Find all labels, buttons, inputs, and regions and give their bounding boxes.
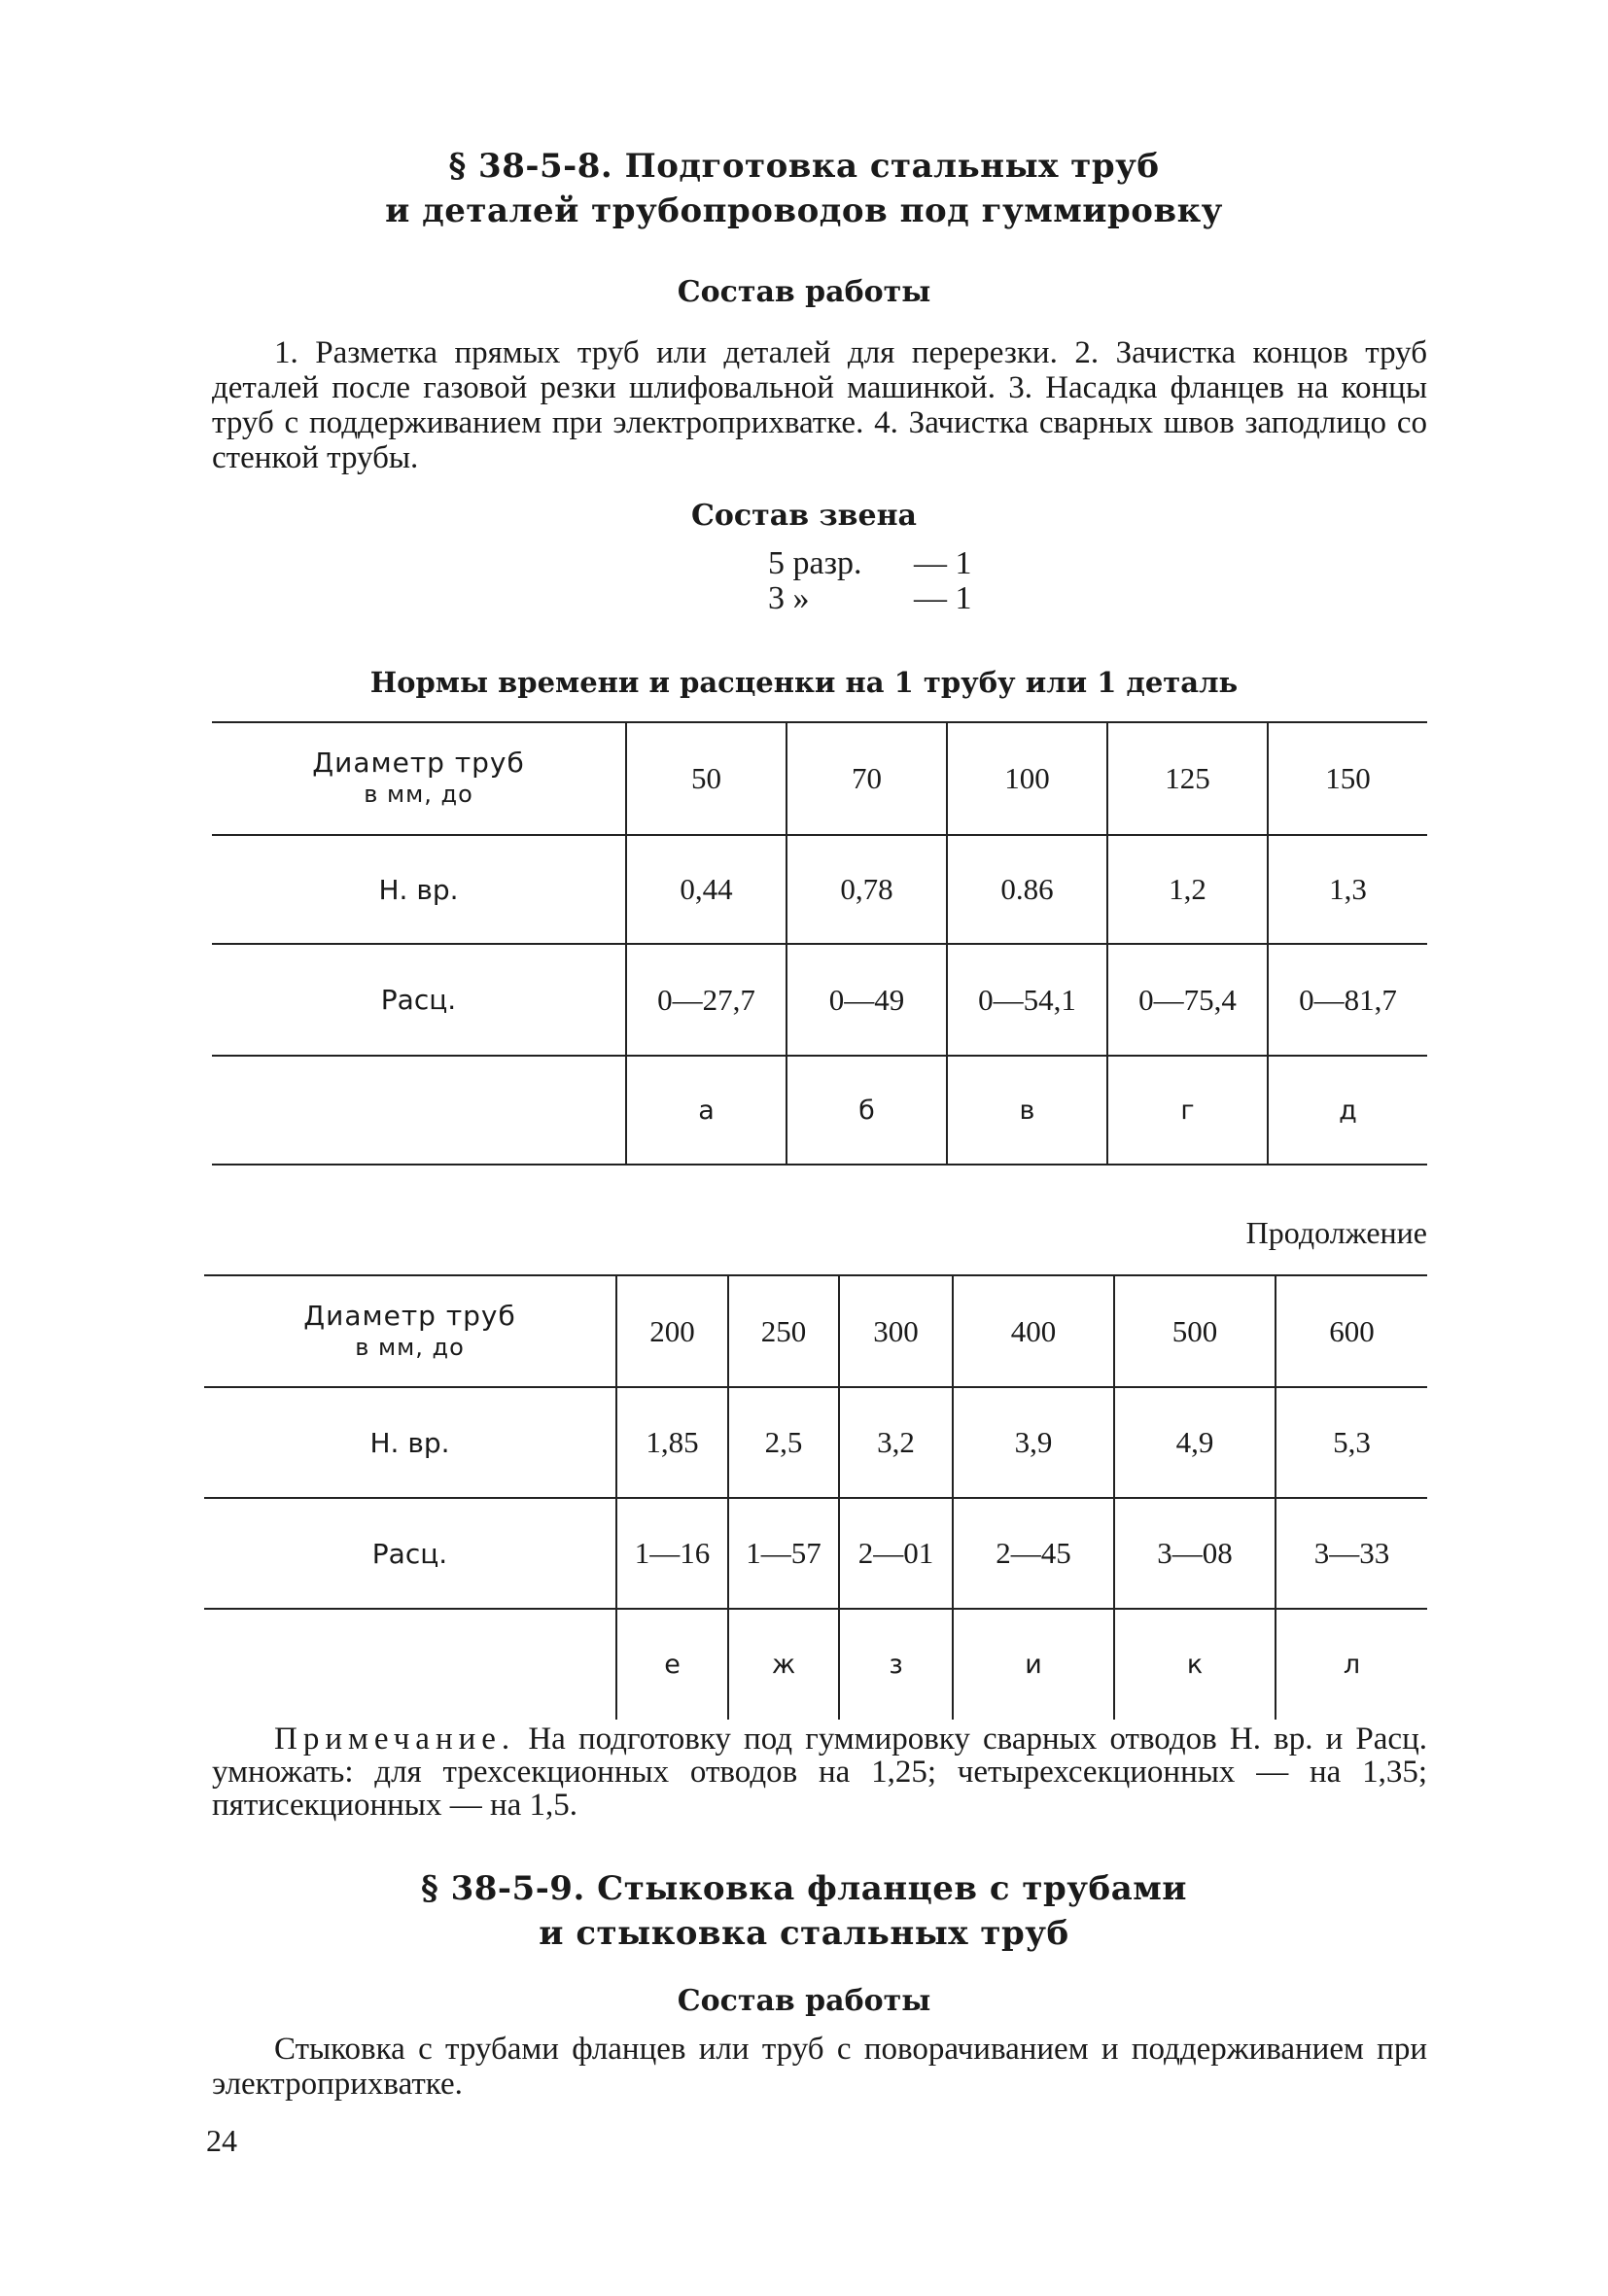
- diameter-cell: 100: [947, 722, 1107, 835]
- letter-cell: б: [787, 1056, 947, 1165]
- letter-cell: л: [1276, 1609, 1427, 1720]
- diameter-cell: 200: [616, 1275, 728, 1387]
- rate-cell: 1—16: [616, 1498, 728, 1609]
- letter-cell: е: [616, 1609, 728, 1720]
- diameter-cell: 600: [1276, 1275, 1427, 1387]
- letter-cell: д: [1268, 1056, 1427, 1165]
- diameter-header-line2: в мм, до: [355, 1333, 465, 1361]
- diameter-header-line1: Диаметр труб: [312, 747, 525, 779]
- table-row-diameters: [204, 1275, 1427, 1387]
- diameter-header-cell: [212, 722, 626, 835]
- rate-cell: 2—01: [839, 1498, 953, 1609]
- table-row-norms: [204, 1387, 1427, 1498]
- diameter-header-line1: Диаметр труб: [303, 1299, 516, 1332]
- crew-row: [768, 546, 1001, 581]
- continuation-label: Продолжение: [1245, 1215, 1427, 1250]
- table-row-rates: [212, 944, 1427, 1056]
- rate-cell: 2—45: [953, 1498, 1114, 1609]
- diameter-cell: 70: [787, 722, 947, 835]
- rate-cell: 3—08: [1114, 1498, 1276, 1609]
- norm-label-cell: Н. вр.: [204, 1387, 616, 1498]
- table-row-diameters: [212, 722, 1427, 835]
- section-heading-38-5-8: [0, 144, 1608, 233]
- table-row-norms: [212, 835, 1427, 944]
- work-composition-text: 1. Разметка прямых труб или деталей для перерезки. 2. Зачистка концов труб деталей после газовой резки шлифовальной машинкой. 3. Насадка фланцев на концы труб с поддерживанием при электроприхватке. 4. Зачистка сварных швов заподлицо со стенкой трубы.: [212, 335, 1427, 475]
- norm-cell: 4,9: [1114, 1387, 1276, 1498]
- rate-cell: 0—81,7: [1268, 944, 1427, 1056]
- work-composition-text: Стыковка с трубами фланцев или труб с поворачиванием и поддерживанием при электроприхватке.: [212, 2032, 1427, 2102]
- table-note: [212, 1722, 1427, 1822]
- section-heading-line2: и стыковка стальных труб: [539, 1914, 1069, 1953]
- crew-composition-title: Состав звена: [691, 499, 917, 533]
- norm-cell: 0,44: [626, 835, 787, 944]
- crew-list: [768, 546, 1001, 616]
- norm-cell: 1,2: [1107, 835, 1268, 944]
- norm-cell: 0,78: [787, 835, 947, 944]
- rate-cell: 0—54,1: [947, 944, 1107, 1056]
- table-row-letters: [212, 1056, 1427, 1165]
- norm-cell: 1,85: [616, 1387, 728, 1498]
- rate-label-cell: Расц.: [212, 944, 626, 1056]
- diameter-cell: 50: [626, 722, 787, 835]
- crew-row: [768, 581, 1001, 616]
- letter-cell: и: [953, 1609, 1114, 1720]
- diameter-header-line2: в мм, до: [364, 781, 473, 808]
- letter-cell: к: [1114, 1609, 1276, 1720]
- norms-table-2: [204, 1274, 1427, 1720]
- note-lead: Примечание.: [274, 1722, 516, 1757]
- norm-cell: 3,9: [953, 1387, 1114, 1498]
- crew-count: — 1: [914, 580, 972, 616]
- rate-label-cell: Расц.: [204, 1498, 616, 1609]
- norms-table-title: Нормы времени и расценки на 1 трубу или 1 деталь: [369, 666, 1239, 699]
- table-row-letters: [204, 1609, 1427, 1720]
- diameter-header-cell: [204, 1275, 616, 1387]
- crew-grade: 5 разр.: [768, 545, 862, 581]
- norm-cell: 5,3: [1276, 1387, 1427, 1498]
- letter-cell: з: [839, 1609, 953, 1720]
- rate-cell: 1—57: [728, 1498, 839, 1609]
- letter-cell: в: [947, 1056, 1107, 1165]
- letter-cell: ж: [728, 1609, 839, 1720]
- diameter-cell: 500: [1114, 1275, 1276, 1387]
- norm-cell: 2,5: [728, 1387, 839, 1498]
- crew-grade: 3 »: [768, 580, 810, 616]
- work-composition-title: Состав работы: [677, 1984, 931, 2018]
- norm-cell: 3,2: [839, 1387, 953, 1498]
- table-row-rates: [204, 1498, 1427, 1609]
- diameter-cell: 250: [728, 1275, 839, 1387]
- rate-cell: 0—75,4: [1107, 944, 1268, 1056]
- rate-cell: 0—27,7: [626, 944, 787, 1056]
- section-heading-line1: § 38-5-8. Подготовка стальных труб: [448, 147, 1160, 186]
- norms-table-1: [212, 721, 1427, 1165]
- section-heading-38-5-9: [0, 1866, 1608, 1956]
- diameter-cell: 400: [953, 1275, 1114, 1387]
- norm-cell: 1,3: [1268, 835, 1427, 944]
- crew-count: — 1: [914, 545, 972, 581]
- rate-cell: 3—33: [1276, 1498, 1427, 1609]
- letter-cell: г: [1107, 1056, 1268, 1165]
- blank-cell: [212, 1056, 626, 1165]
- work-composition-title: Состав работы: [677, 275, 931, 309]
- norm-cell: 0.86: [947, 835, 1107, 944]
- note-text: На подготовку под гуммировку сварных отводов Н. вр. и Расц. умножать: для трехсекционных отводов на 1,25; четырехсекционных — на 1,35; пятисекционных — на 1,5.: [212, 1722, 1427, 1823]
- section-heading-line1: § 38-5-9. Стыковка фланцев с трубами: [421, 1869, 1187, 1908]
- page-number: 24: [206, 2123, 237, 2158]
- diameter-cell: 150: [1268, 722, 1427, 835]
- letter-cell: а: [626, 1056, 787, 1165]
- blank-cell: [204, 1609, 616, 1720]
- rate-cell: 0—49: [787, 944, 947, 1056]
- norm-label-cell: Н. вр.: [212, 835, 626, 944]
- section-heading-line2: и деталей трубопроводов под гуммировку: [385, 191, 1223, 230]
- diameter-cell: 300: [839, 1275, 953, 1387]
- diameter-cell: 125: [1107, 722, 1268, 835]
